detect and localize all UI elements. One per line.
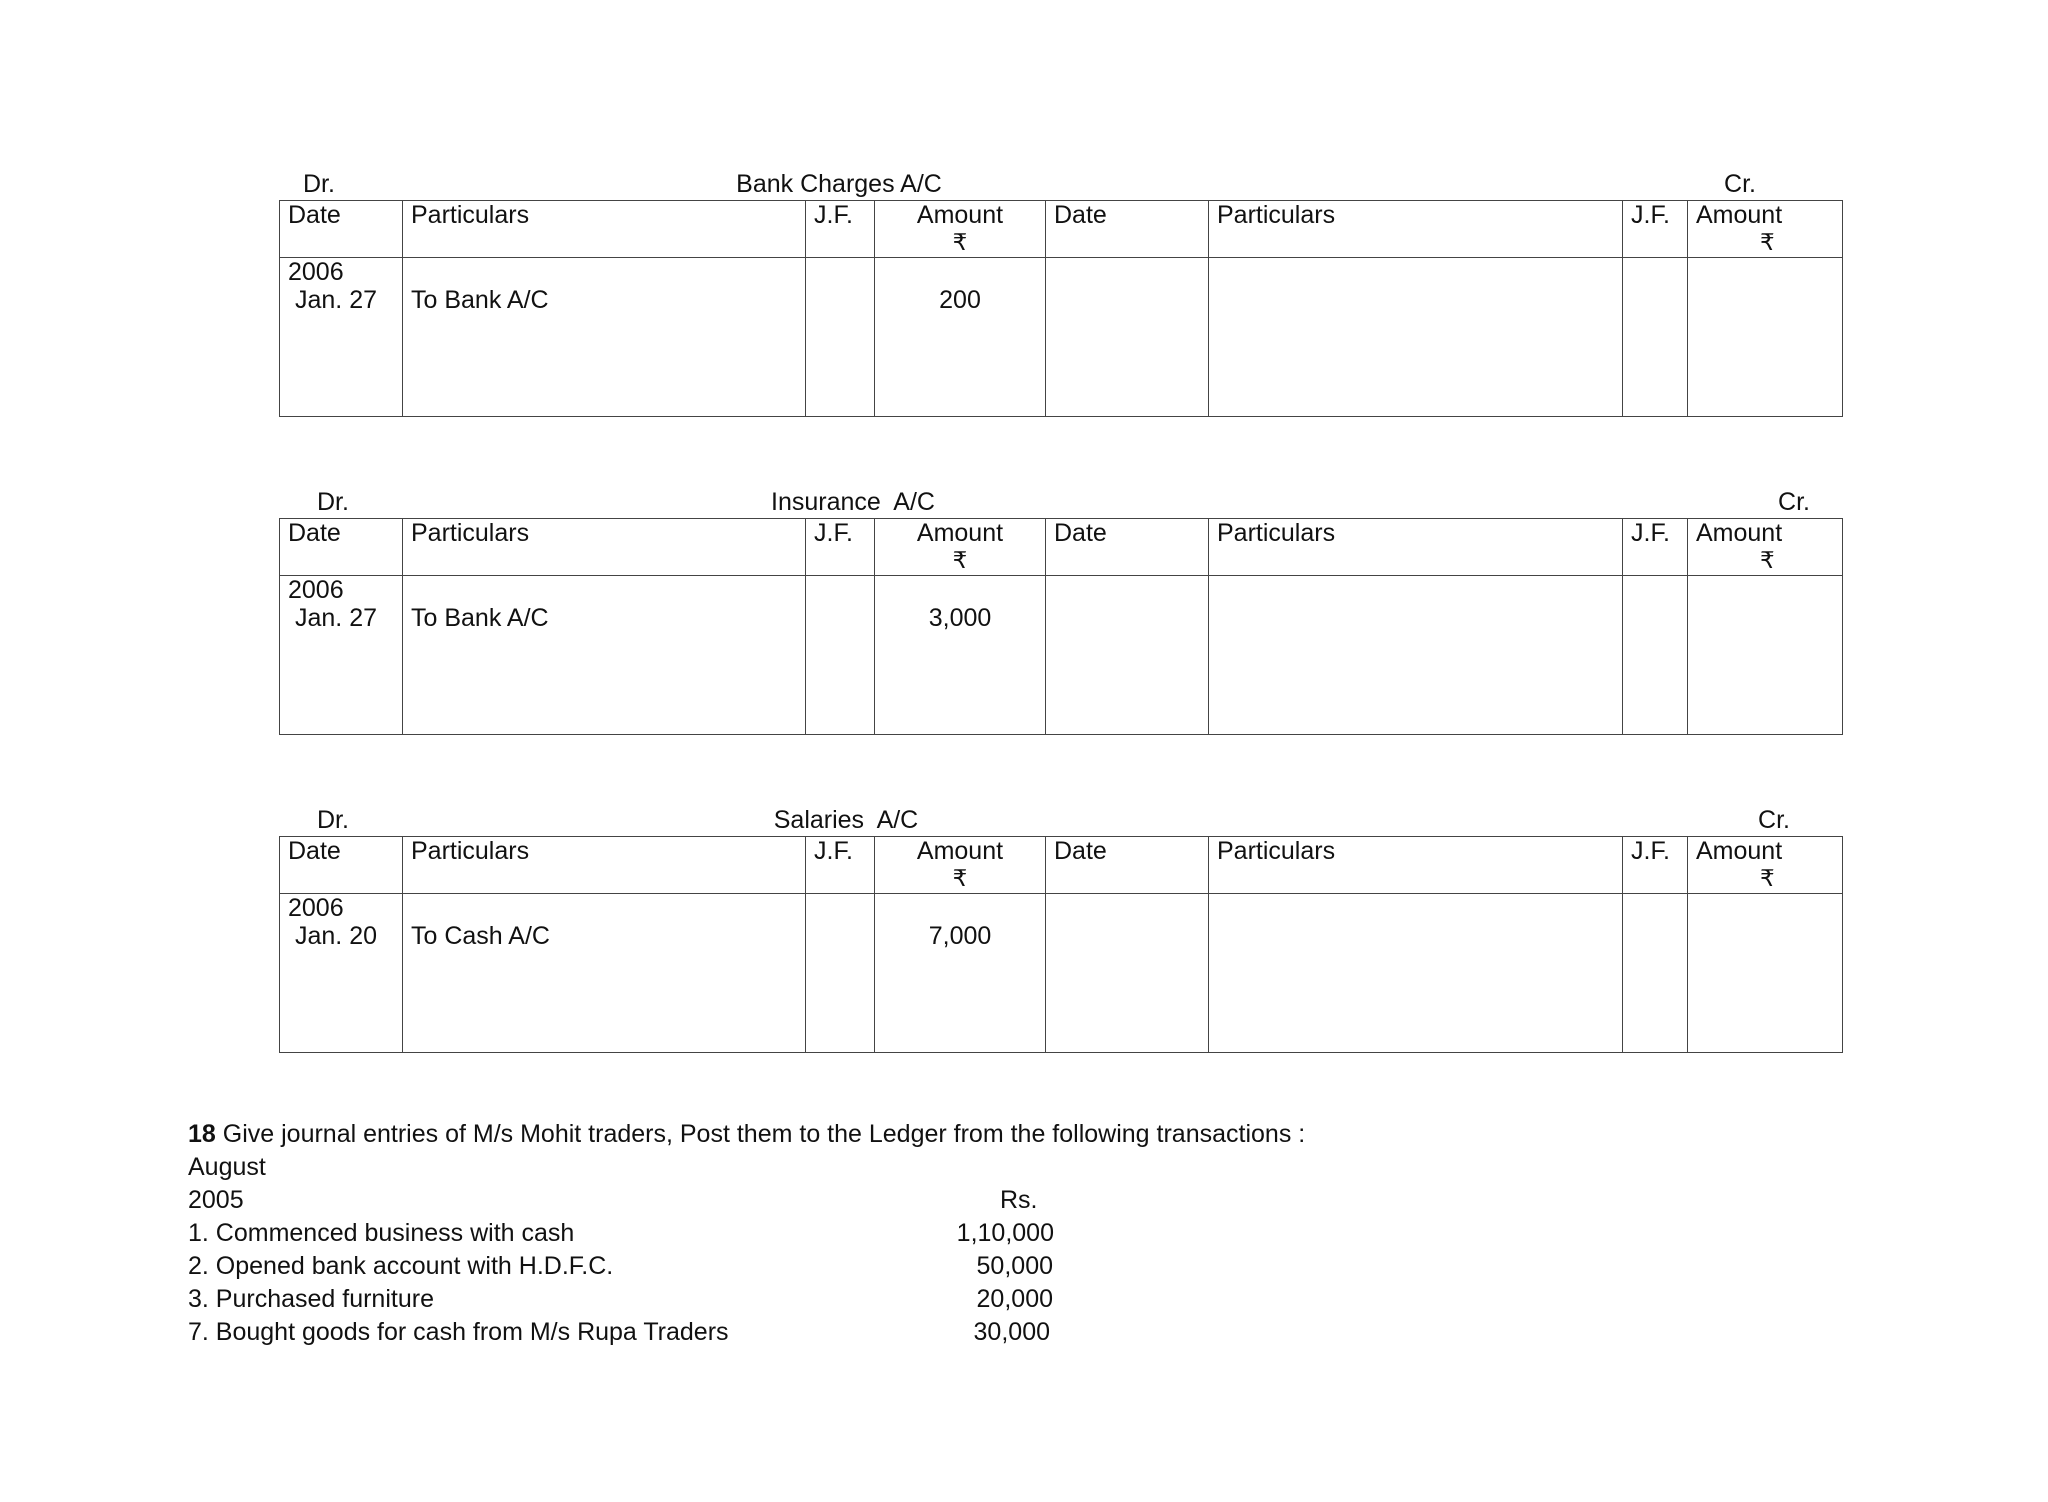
rupee-symbol: ₹	[952, 229, 968, 255]
cr-entry-date	[1046, 894, 1209, 1053]
transaction-amount: 1,10,000	[956, 1219, 1054, 1247]
cr-entry-jf	[1623, 576, 1688, 735]
transaction-amount: 50,000	[976, 1252, 1053, 1280]
entry-amount: 7,000	[875, 894, 1046, 1053]
dr-amount-header: Amount ₹	[875, 201, 1046, 258]
header-row	[280, 201, 1843, 258]
entry-jf	[806, 258, 875, 417]
entry-date: 2006 Jan. 27	[280, 258, 403, 417]
dr-particulars-header: Particulars	[403, 201, 806, 258]
dr-amount-header: Amount ₹	[875, 519, 1046, 576]
transaction-label: 3. Purchased furniture	[188, 1285, 434, 1313]
transaction-label: 7. Bought goods for cash from M/s Rupa Traders	[188, 1318, 729, 1346]
cr-entry-amount	[1688, 258, 1843, 417]
entry-date: 2006 Jan. 27	[280, 576, 403, 735]
transaction-label: 1. Commenced business with cash	[188, 1219, 575, 1247]
transaction-item	[188, 1250, 1888, 1283]
cr-entry-jf	[1623, 894, 1688, 1053]
dr-amount-header: Amount ₹	[875, 837, 1046, 894]
ledger-table	[279, 200, 1843, 417]
ledger-insurance	[279, 486, 1842, 735]
transaction-label: 2. Opened bank account with H.D.F.C.	[188, 1252, 614, 1280]
ledger-heading	[279, 168, 1842, 200]
rupee-symbol: ₹	[952, 547, 968, 573]
ledger-heading	[279, 804, 1842, 836]
dr-particulars-header: Particulars	[403, 519, 806, 576]
entry-amount: 3,000	[875, 576, 1046, 735]
credit-label: Cr.	[1758, 806, 1790, 834]
entry-particulars: To Bank A/C	[403, 258, 806, 417]
cr-jf-header: J.F.	[1623, 519, 1688, 576]
question-block	[188, 1118, 1888, 1349]
debit-label: Dr.	[317, 806, 349, 834]
cr-entry-date	[1046, 576, 1209, 735]
cr-date-header: Date	[1046, 837, 1209, 894]
dr-date-header: Date	[280, 519, 403, 576]
cr-particulars-header: Particulars	[1209, 519, 1623, 576]
ledger-salaries	[279, 804, 1842, 1053]
dr-particulars-header: Particulars	[403, 837, 806, 894]
ledger-table	[279, 518, 1843, 735]
entry-particulars: To Cash A/C	[403, 894, 806, 1053]
entry-row	[280, 894, 1843, 1053]
transaction-item	[188, 1316, 1888, 1349]
ledger-title: Bank Charges A/C	[736, 170, 942, 198]
header-row	[280, 519, 1843, 576]
entry-date: 2006 Jan. 20	[280, 894, 403, 1053]
rupee-symbol: ₹	[1760, 865, 1775, 891]
ledger-heading	[279, 486, 1842, 518]
ledger-bank-charges	[279, 168, 1842, 417]
cr-particulars-header: Particulars	[1209, 837, 1623, 894]
currency-label: Rs.	[1000, 1186, 1038, 1214]
debit-label: Dr.	[317, 488, 349, 516]
cr-particulars-header: Particulars	[1209, 201, 1623, 258]
dr-jf-header: J.F.	[806, 519, 875, 576]
cr-entry-particulars	[1209, 894, 1623, 1053]
cr-entry-amount	[1688, 894, 1843, 1053]
dr-jf-header: J.F.	[806, 837, 875, 894]
cr-entry-amount	[1688, 576, 1843, 735]
entry-jf	[806, 576, 875, 735]
question-text: Give journal entries of M/s Mohit traders, Post them to the Ledger from the following transactions :	[215, 1120, 1306, 1148]
cr-amount-header: Amount ₹	[1688, 837, 1843, 894]
cr-jf-header: J.F.	[1623, 201, 1688, 258]
entry-row	[280, 258, 1843, 417]
transaction-amount: 30,000	[973, 1318, 1050, 1346]
ledger-table	[279, 836, 1843, 1053]
entry-amount: 200	[875, 258, 1046, 417]
dr-jf-header: J.F.	[806, 201, 875, 258]
transaction-item	[188, 1217, 1888, 1250]
cr-entry-particulars	[1209, 258, 1623, 417]
credit-label: Cr.	[1724, 170, 1756, 198]
dr-date-header: Date	[280, 201, 403, 258]
entry-row	[280, 576, 1843, 735]
year-row	[188, 1184, 1888, 1217]
transaction-amount: 20,000	[976, 1285, 1053, 1313]
cr-entry-jf	[1623, 258, 1688, 417]
question-month: August	[188, 1153, 266, 1181]
question-number: 18	[188, 1120, 216, 1148]
cr-date-header: Date	[1046, 201, 1209, 258]
cr-entry-date	[1046, 258, 1209, 417]
rupee-symbol: ₹	[952, 865, 968, 891]
cr-entry-particulars	[1209, 576, 1623, 735]
transaction-item	[188, 1283, 1888, 1316]
cr-amount-header: Amount ₹	[1688, 519, 1843, 576]
entry-particulars: To Bank A/C	[403, 576, 806, 735]
entry-jf	[806, 894, 875, 1053]
header-row	[280, 837, 1843, 894]
dr-date-header: Date	[280, 837, 403, 894]
rupee-symbol: ₹	[1760, 547, 1775, 573]
question-statement	[188, 1118, 1888, 1151]
cr-date-header: Date	[1046, 519, 1209, 576]
cr-jf-header: J.F.	[1623, 837, 1688, 894]
ledger-title: Insurance A/C	[771, 488, 935, 516]
credit-label: Cr.	[1778, 488, 1810, 516]
question-year: 2005	[188, 1186, 244, 1214]
ledger-title: Salaries A/C	[773, 806, 919, 834]
debit-label: Dr.	[303, 170, 335, 198]
rupee-symbol: ₹	[1760, 229, 1775, 255]
cr-amount-header: Amount ₹	[1688, 201, 1843, 258]
